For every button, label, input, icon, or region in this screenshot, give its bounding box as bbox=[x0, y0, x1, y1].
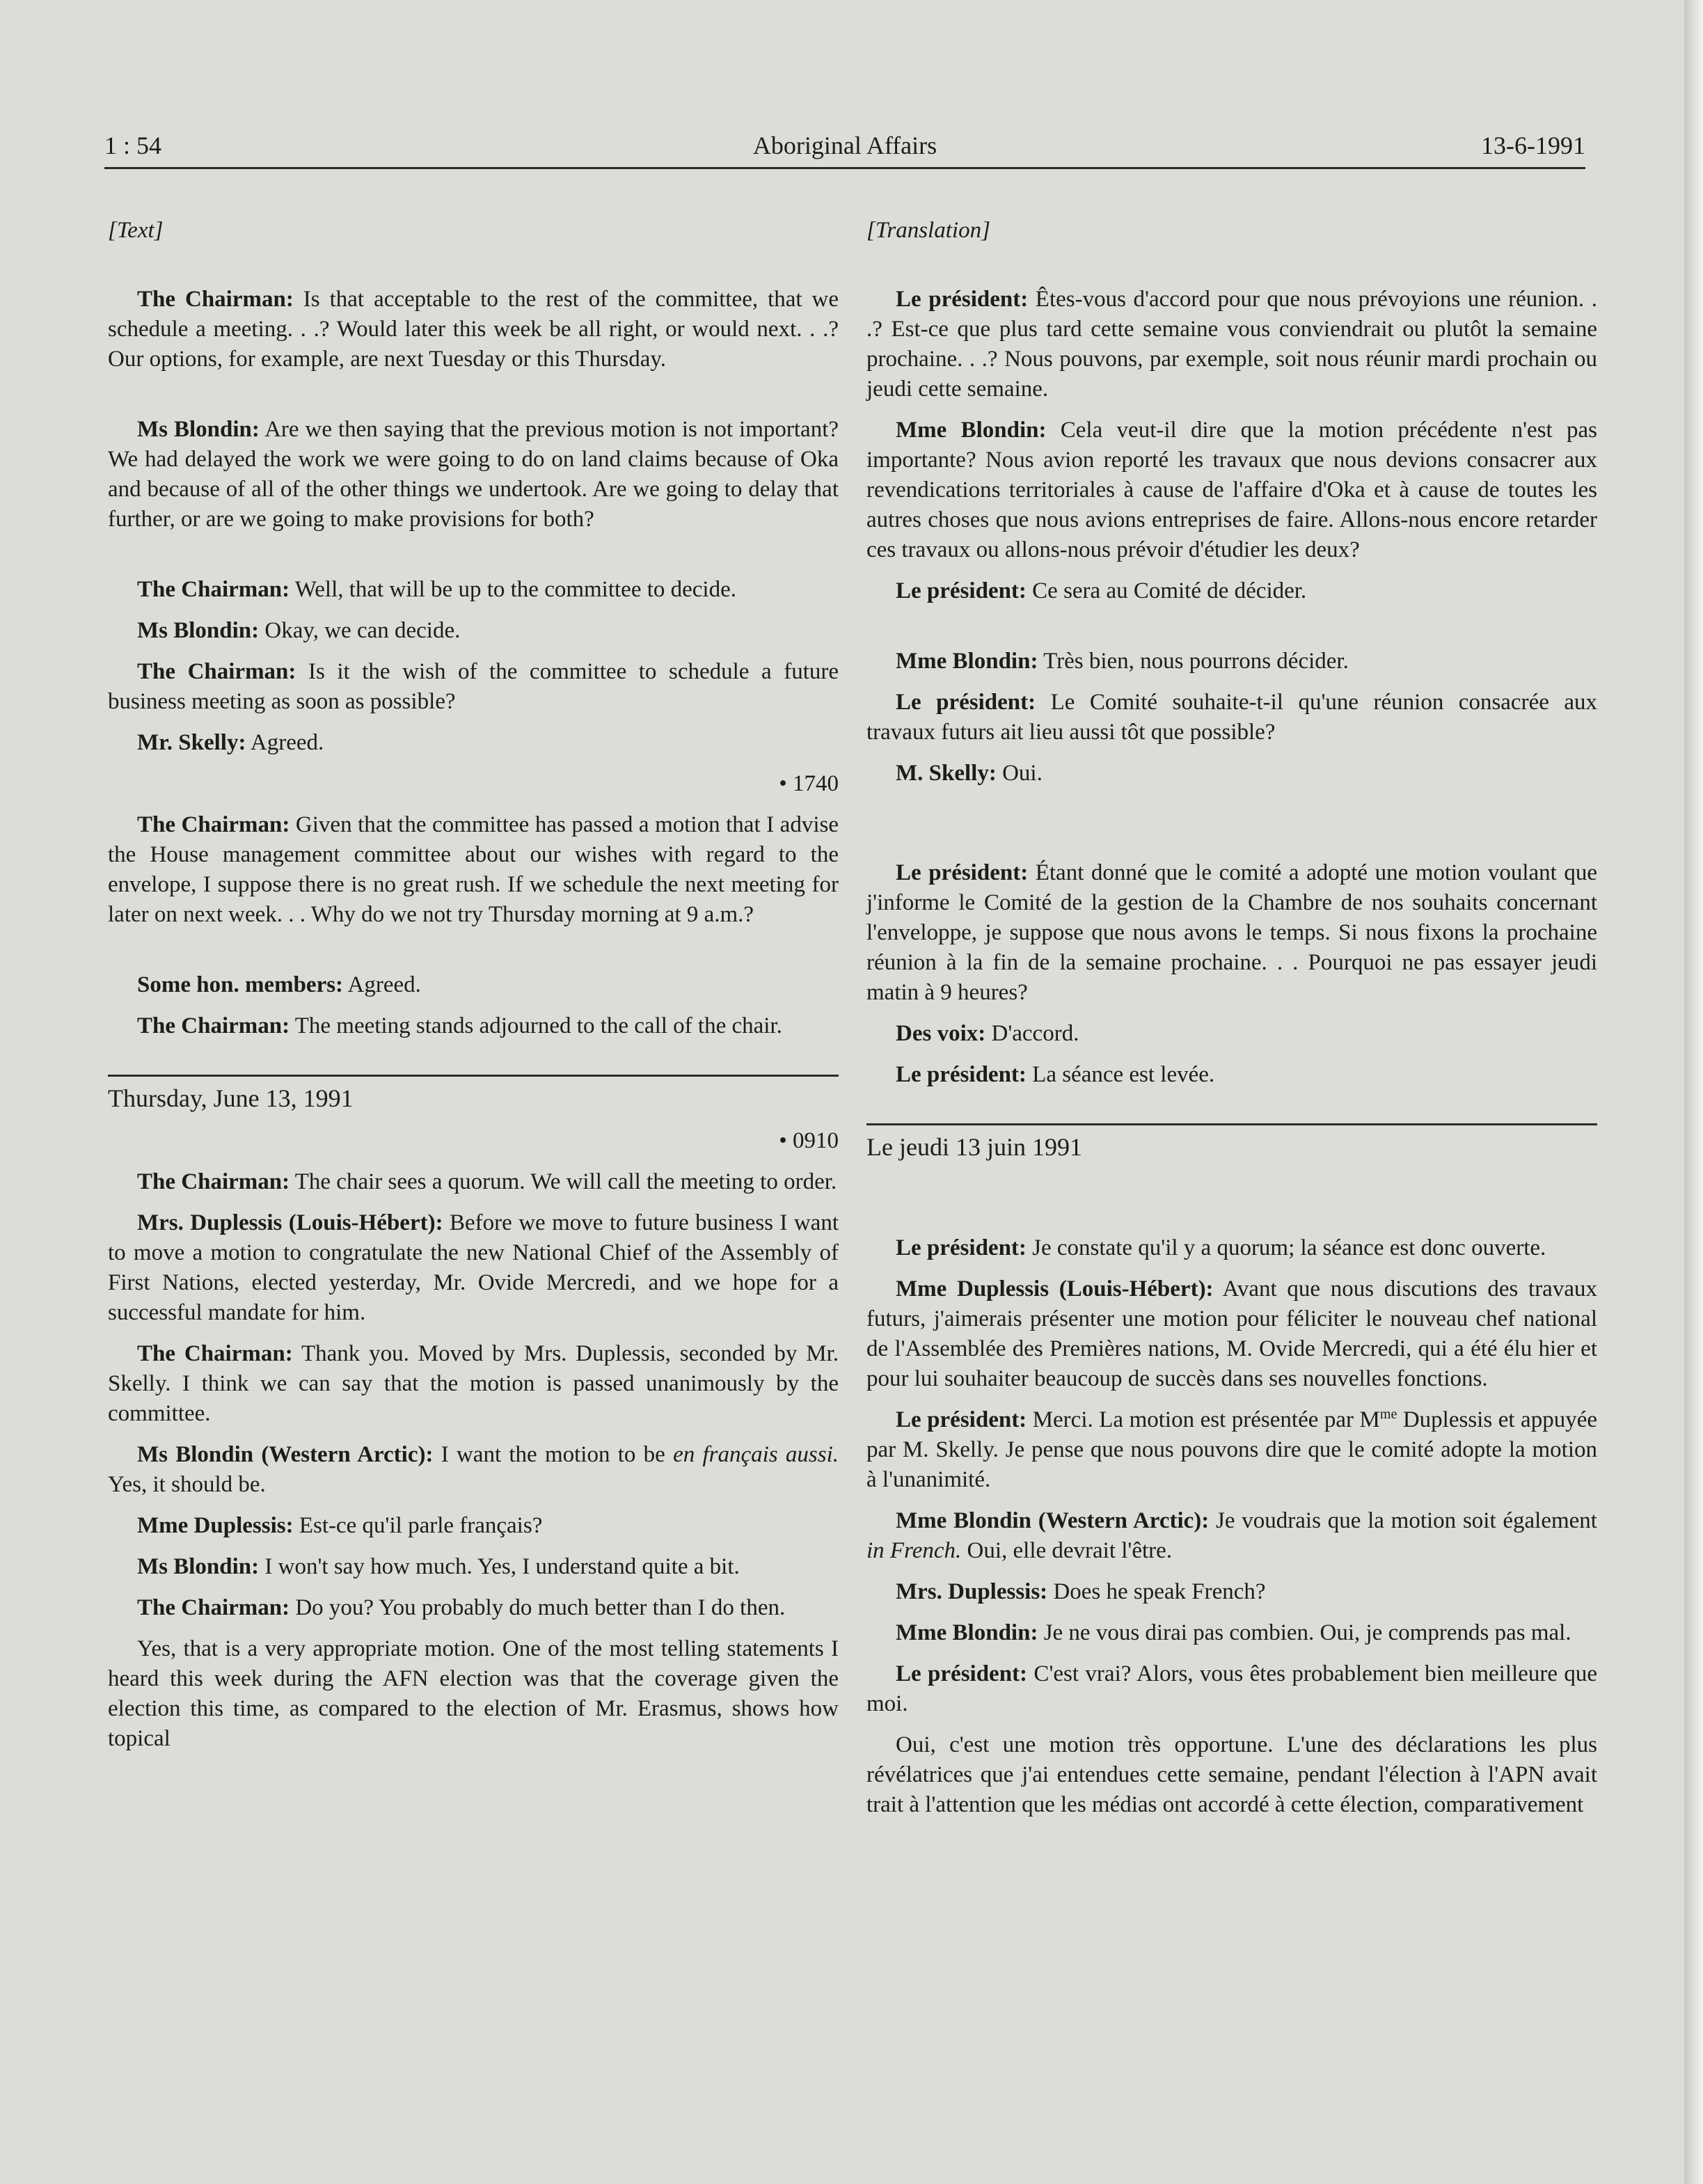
speaker: Le président: bbox=[896, 1407, 1027, 1432]
paragraph: Ms Blondin: I won't say how much. Yes, I understand quite a bit. bbox=[137, 1554, 740, 1579]
speaker: The Chairman: bbox=[137, 287, 294, 312]
speaker: Mr. Skelly: bbox=[137, 730, 246, 755]
column-label: [Translation] bbox=[866, 218, 990, 243]
column-label: [Text] bbox=[108, 218, 164, 243]
speaker: The Chairman: bbox=[137, 1595, 290, 1620]
paragraph: The Chairman: Is that acceptable to the rest of the committee, that we schedule a meeting. . .? Would later this week be all right, or would next. . .? Our options, for example, are next Tuesday or this Thursday. bbox=[108, 287, 839, 372]
speaker: Des voix: bbox=[896, 1021, 986, 1046]
speaker: Le président: bbox=[896, 1062, 1027, 1087]
paragraph: M. Skelly: Oui. bbox=[896, 761, 1043, 786]
paragraph: Le président: Étant donné que le comité a adopté une motion voulant que j'informe le Comité de la gestion de la Chambre de nos souhaits concernant l'enveloppe, je suppose que nous avons le temps. Si nous fixons la prochaine réunion à la fin de la semaine prochaine. . . Pourquoi ne pas essayer jeudi matin à 9 heures? bbox=[866, 860, 1597, 1005]
speaker: Some hon. members: bbox=[137, 972, 344, 997]
paragraph: Des voix: D'accord. bbox=[896, 1021, 1079, 1046]
speaker: The Chairman: bbox=[137, 812, 290, 837]
paragraph: Mme Blondin: Très bien, nous pourrons décider. bbox=[896, 649, 1349, 674]
paragraph: The Chairman: Well, that will be up to the committee to decide. bbox=[137, 577, 736, 602]
paragraph: The Chairman: Do you? You probably do much better than I do then. bbox=[137, 1595, 786, 1620]
section-divider bbox=[108, 1075, 839, 1077]
header-date: 13-6-1991 bbox=[1481, 132, 1585, 159]
timestamp: • 0910 bbox=[779, 1128, 839, 1153]
english-column bbox=[108, 216, 839, 1765]
running-header bbox=[104, 131, 1585, 169]
sitting-date: Thursday, June 13, 1991 bbox=[108, 1084, 354, 1112]
speaker: Mme Blondin: bbox=[896, 1620, 1038, 1645]
paragraph: Le président: Ce sera au Comité de décider. bbox=[896, 578, 1307, 603]
paragraph: Ms Blondin: Okay, we can decide. bbox=[137, 618, 461, 643]
speaker: Le président: bbox=[896, 860, 1029, 885]
paragraph: Mme Duplessis (Louis-Hébert): Avant que nous discutions des travaux futurs, j'aimerais présenter une motion pour féliciter le nouveau chef national de l'Assemblée des Premières nations, M. Ovide Mercredi, qui a été élu hier et pour lui souhaiter beaucoup de succès dans ses nouvelles fonctions. bbox=[866, 1276, 1597, 1391]
paragraph: Mme Blondin: Cela veut-il dire que la motion précédente n'est pas importante? Nous avion reporté les travaux que nous devions consacrer aux revendications territoriales à cause de l'affaire d'Oka et à cause de toutes les autres choses que nous avions entreprises de faire. Allons-nous encore retarder ces travaux ou allons-nous prévoir d'étudier les deux? bbox=[866, 418, 1598, 562]
speaker: Mrs. Duplessis (Louis-Hébert): bbox=[137, 1210, 443, 1235]
speaker: Mrs. Duplessis: bbox=[896, 1579, 1048, 1604]
paragraph: Ms Blondin: Are we then saying that the previous motion is not important? We had delayed the work we were going to do on land claims because of Oka and because of all of the other things we undertook. Are we going to delay that further, or are we going to make provisions for both? bbox=[108, 417, 839, 532]
speaker: The Chairman: bbox=[137, 659, 296, 684]
speaker: Mme Blondin: bbox=[896, 649, 1038, 674]
sitting-date: Le jeudi 13 juin 1991 bbox=[866, 1133, 1082, 1161]
section-divider bbox=[866, 1123, 1597, 1125]
speaker: The Chairman: bbox=[137, 1341, 293, 1366]
paragraph: Ms Blondin (Western Arctic): I want the motion to be en français aussi. Yes, it should be. bbox=[108, 1442, 839, 1497]
paragraph: Le président: Merci. La motion est présentée par $M^{me}$ Duplessis et appuyée par M. Skelly. Je pense que nous pouvons dire que le comité adopte la motion à l'unanimité. bbox=[866, 1407, 1597, 1492]
paragraph: The Chairman: The meeting stands adjourned to the call of the chair. bbox=[137, 1013, 782, 1038]
paragraph: Some hon. members: Agreed. bbox=[137, 972, 421, 997]
speaker: The Chairman: bbox=[137, 577, 290, 602]
paragraph: The Chairman: Given that the committee has passed a motion that I advise the House management committee about our wishes with regard to the envelope, I suppose there is no great rush. If we schedule the next meeting for later on next week. . . Why do we not try Thursday morning at 9 a.m.? bbox=[108, 812, 839, 927]
paragraph: Mme Duplessis: Est-ce qu'il parle français? bbox=[137, 1513, 543, 1538]
speaker: M. Skelly: bbox=[896, 761, 997, 786]
paragraph: Le président: C'est vrai? Alors, vous êtes probablement bien meilleure que moi. bbox=[866, 1661, 1597, 1716]
speaker: Le président: bbox=[896, 690, 1036, 715]
speaker: The Chairman: bbox=[137, 1169, 290, 1194]
speaker: Mme Blondin: bbox=[896, 418, 1047, 443]
paragraph: Le président: Êtes-vous d'accord pour que nous prévoyions une réunion. . .? Est-ce que plus tard cette semaine vous conviendrait ou plutôt la semaine prochaine. . .? Nous pouvons, par exemple, soit nous réunir mardi prochain ou jeudi cette semaine. bbox=[866, 287, 1597, 402]
speaker: The Chairman: bbox=[137, 1013, 290, 1038]
speaker: Mme Duplessis (Louis-Hébert): bbox=[896, 1276, 1214, 1301]
paragraph: Le président: La séance est levée. bbox=[896, 1062, 1215, 1087]
speaker: Le président: bbox=[896, 578, 1027, 603]
paragraph: Le président: Je constate qu'il y a quorum; la séance est donc ouverte. bbox=[896, 1235, 1546, 1260]
paragraph: The Chairman: The chair sees a quorum. We will call the meeting to order. bbox=[137, 1169, 837, 1194]
speaker: Le président: bbox=[896, 1661, 1028, 1686]
paragraph: The Chairman: Thank you. Moved by Mrs. Duplessis, seconded by Mr. Skelly. I think we can say that the motion is passed unanimously by the committee. bbox=[108, 1341, 839, 1426]
speaker: Le président: bbox=[896, 287, 1029, 312]
publication-title: Aboriginal Affairs bbox=[752, 132, 937, 159]
paragraph: Mrs. Duplessis: Does he speak French? bbox=[896, 1579, 1266, 1604]
paragraph: Mme Blondin: Je ne vous dirai pas combien. Oui, je comprends pas mal. bbox=[896, 1620, 1571, 1645]
speaker: Le président: bbox=[896, 1235, 1027, 1260]
speaker: Ms Blondin: bbox=[137, 417, 260, 442]
speaker: Mme Duplessis: bbox=[137, 1513, 294, 1538]
page-edge bbox=[1684, 0, 1703, 2184]
speaker: Ms Blondin: bbox=[137, 1554, 260, 1579]
paragraph: Le président: Le Comité souhaite-t-il qu'une réunion consacrée aux travaux futurs ait lieu aussi tôt que possible? bbox=[866, 690, 1597, 745]
speaker: Ms Blondin: bbox=[137, 618, 260, 643]
speaker: Ms Blondin (Western Arctic): bbox=[137, 1442, 434, 1467]
paragraph: Mr. Skelly: Agreed. bbox=[137, 730, 324, 755]
page-number: 1 : 54 bbox=[104, 132, 162, 159]
paragraph: The Chairman: Is it the wish of the committee to schedule a future business meeting as soon as possible? bbox=[108, 659, 839, 714]
french-column bbox=[866, 216, 1597, 1831]
paragraph: Mme Blondin (Western Arctic): Je voudrais que la motion soit également in French. Oui, elle devrait l'être. bbox=[866, 1508, 1597, 1563]
timestamp: • 1740 bbox=[779, 771, 839, 796]
speaker: Mme Blondin (Western Arctic): bbox=[896, 1508, 1210, 1533]
paragraph: Oui, c'est une motion très opportune. L'une des déclarations les plus révélatrices que j'ai entendues cette semaine, pendant l'élection à l'APN avait trait à l'attention que les médias ont accordé à cette élection, comparativement bbox=[866, 1732, 1597, 1817]
paragraph: Mrs. Duplessis (Louis-Hébert): Before we move to future business I want to move a motion to congratulate the new National Chief of the Assembly of First Nations, elected yesterday, Mr. Ovide Mercredi, and we hope for a successful mandate for him. bbox=[108, 1210, 839, 1325]
paragraph: Yes, that is a very appropriate motion. One of the most telling statements I heard this week during the AFN election was that the coverage given the election this time, as compared to the election of Mr. Erasmus, shows how topical bbox=[108, 1636, 839, 1751]
